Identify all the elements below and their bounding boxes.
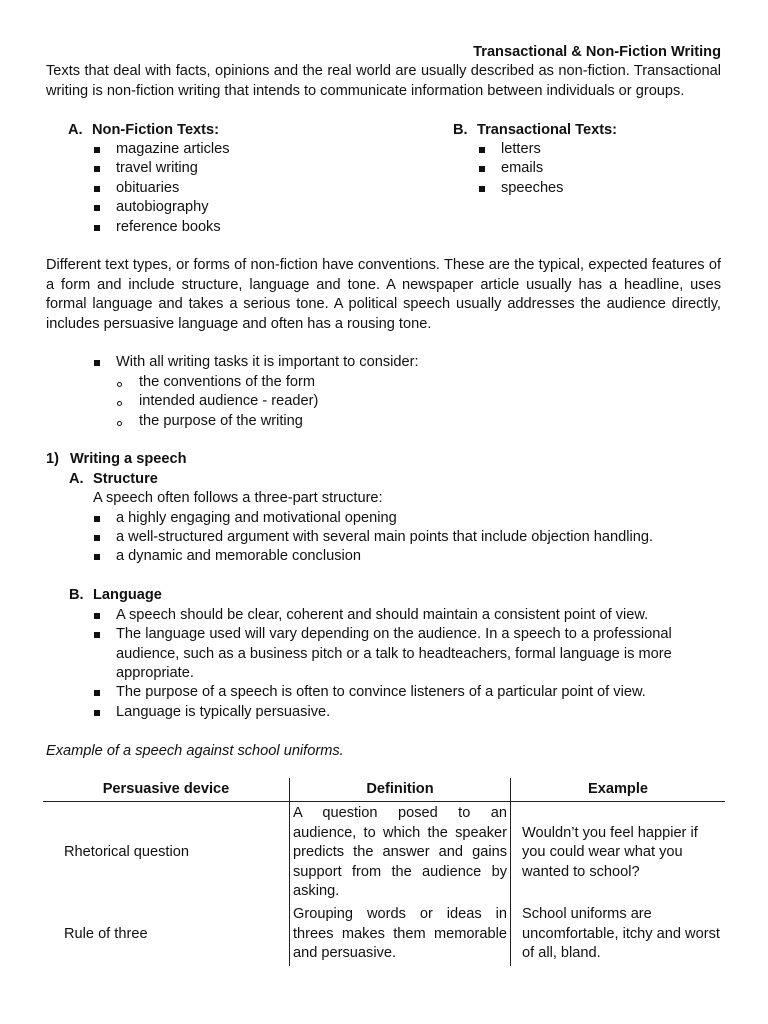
list-item: a well-structured argument with several main points that include objection handling. — [46, 528, 721, 547]
list-item: intended audience - reader) — [46, 392, 721, 411]
section-title-text: Writing a speech — [70, 451, 187, 468]
section-marker: 1) — [46, 451, 59, 468]
non-fiction-list — [46, 121, 431, 237]
language-title: Language — [93, 587, 162, 604]
list-item: the conventions of the form — [46, 373, 721, 392]
list-item: obituaries — [46, 179, 431, 198]
column-header: Example — [511, 778, 726, 802]
section-title — [46, 450, 721, 469]
device-cell: Rule of three — [64, 925, 148, 942]
document-page — [46, 43, 721, 761]
persuasive-devices-table — [43, 778, 725, 966]
list-item: a dynamic and memorable conclusion — [46, 547, 721, 566]
table-row — [43, 903, 725, 965]
list-item: The purpose of a speech is often to convince listeners of a particular point of view. — [46, 683, 721, 702]
structure-intro: A speech often follows a three-part structure: — [93, 490, 383, 507]
consider-lead: With all writing tasks it is important to consider: — [46, 353, 721, 372]
list-item: a highly engaging and motivational opening — [46, 509, 721, 528]
list-item: speeches — [431, 179, 721, 198]
text-type-lists — [46, 121, 721, 237]
definition-cell: A question posed to an audience, to which the speaker predicts the answer and gains support from the audience by asking. — [290, 802, 511, 904]
table-row — [43, 802, 725, 904]
list-b-marker: B. — [453, 121, 468, 138]
example-caption: Example of a speech against school uniforms. — [46, 742, 344, 759]
list-a-title: Non-Fiction Texts: — [92, 121, 220, 138]
definition-cell: Grouping words or ideas in threes makes them memorable and persuasive. — [290, 903, 511, 965]
device-cell: Rhetorical question — [64, 844, 189, 861]
language-marker: B. — [69, 587, 84, 604]
list-item: letters — [431, 140, 721, 159]
structure-list — [46, 509, 721, 567]
page-header: Transactional & Non-Fiction Writing — [473, 44, 721, 60]
list-item: autobiography — [46, 198, 431, 217]
structure-heading — [46, 470, 721, 489]
conventions-paragraph: Different text types, or forms of non-fiction have conventions. These are the typical, expected features of a form and include structure, language and tone. A newspaper article usually has a headline, uses formal language and takes a serious tone. A political speech usually addresses the audience directly, includes persuasive language and often has a rousing tone. — [46, 257, 721, 332]
list-item: the purpose of the writing — [46, 412, 721, 431]
structure-marker: A. — [69, 470, 84, 487]
list-item: emails — [431, 159, 721, 178]
language-heading — [46, 586, 721, 605]
transactional-list — [431, 121, 721, 237]
list-item: magazine articles — [46, 140, 431, 159]
column-header: Definition — [290, 778, 511, 802]
example-cell: School uniforms are uncomfortable, itchy and worst of all, bland. — [522, 906, 720, 962]
intro-paragraph: Texts that deal with facts, opinions and the real world are usually described as non-fiction. Transactional writing is non-fiction writing that intends to communicate information between individuals or groups. — [46, 63, 721, 99]
list-item: travel writing — [46, 159, 431, 178]
column-header: Persuasive device — [43, 778, 290, 802]
list-item: reference books — [46, 218, 431, 237]
example-cell: Wouldn’t you feel happier if you could wear what you wanted to school? — [522, 824, 698, 880]
list-b-title: Transactional Texts: — [477, 121, 618, 138]
list-item: A speech should be clear, coherent and should maintain a consistent point of view. — [46, 606, 721, 625]
list-item: Language is typically persuasive. — [46, 703, 721, 722]
consider-list — [46, 373, 721, 431]
structure-title: Structure — [93, 470, 158, 487]
language-list — [46, 606, 721, 722]
list-item: The language used will vary depending on the audience. In a speech to a professional audience, such as a business pitch or a talk to headteachers, formal language is more appropriate. — [46, 625, 721, 683]
list-a-marker: A. — [68, 121, 83, 138]
